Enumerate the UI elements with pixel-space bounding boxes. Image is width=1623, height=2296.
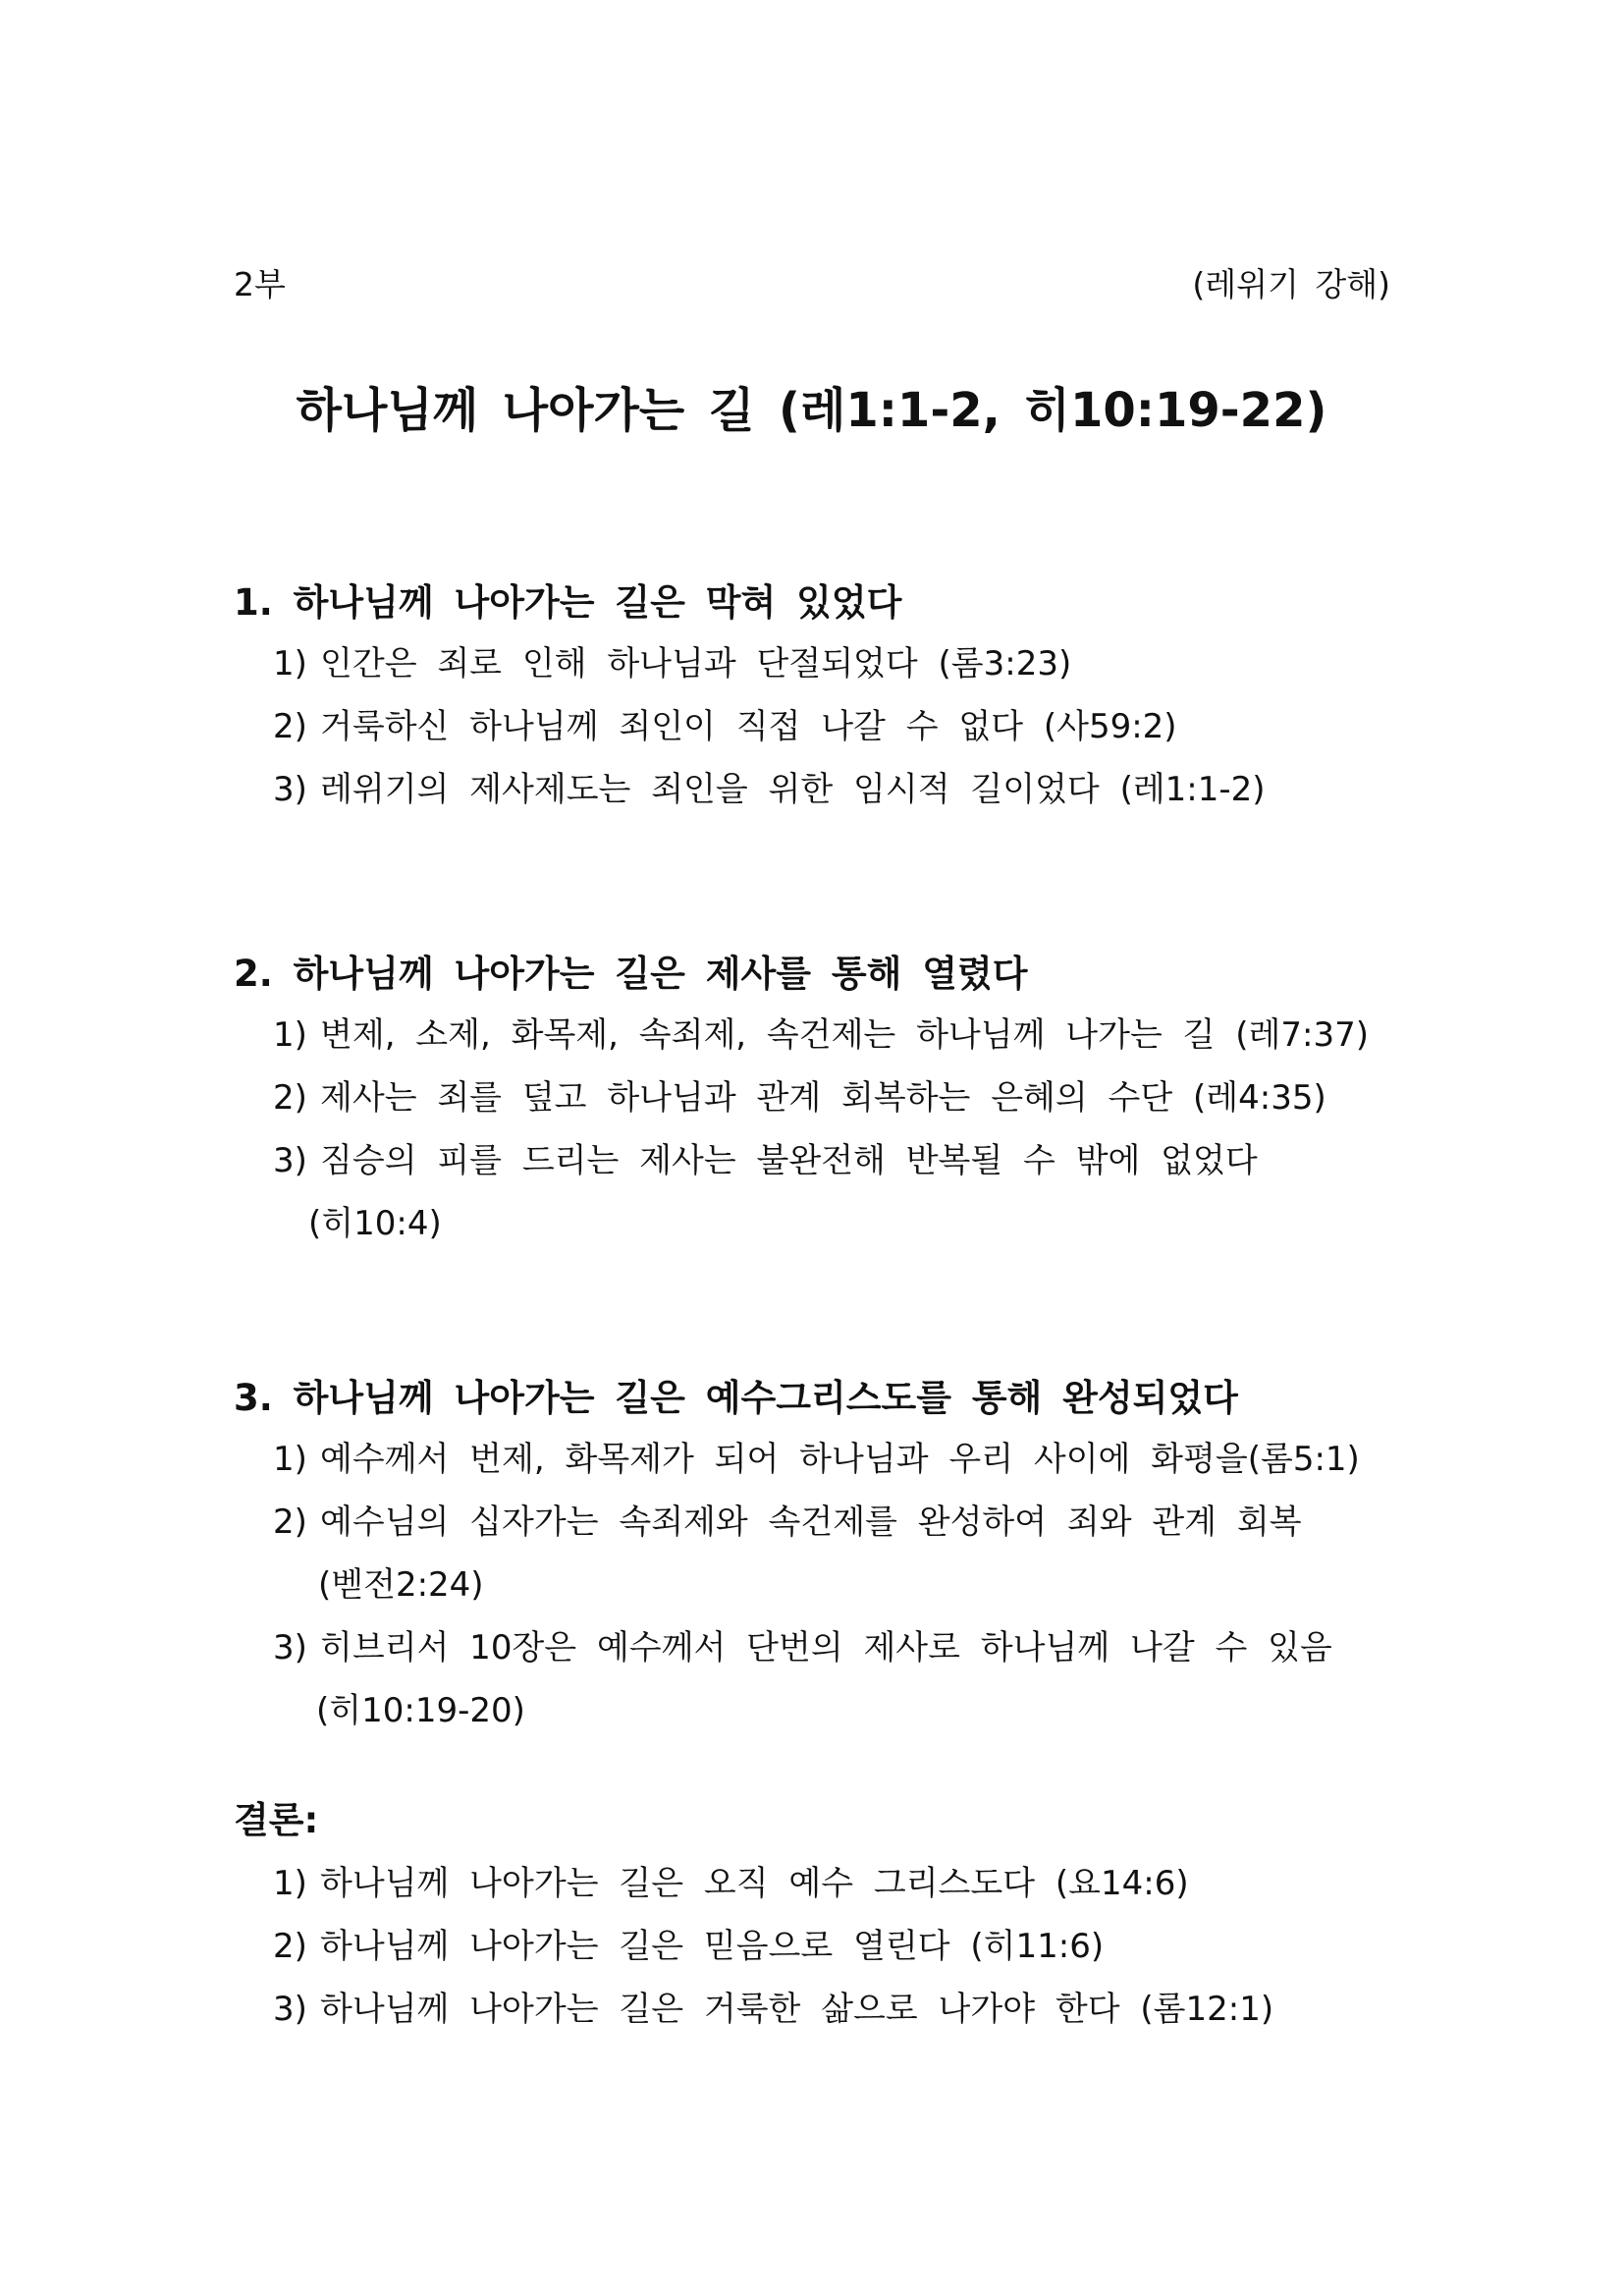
section-items (234, 1428, 1402, 1742)
item-number: 3) (273, 770, 307, 809)
item-text: 레위기의 제사제도는 죄인을 위한 임시적 길이었다 (레1:1-2) (320, 770, 1266, 809)
item-text: 히브리서 10장은 예수께서 단번의 제사로 하나님께 나갈 수 있음 (320, 1628, 1332, 1667)
section-2 (234, 951, 1402, 1255)
list-item (234, 1852, 1402, 1915)
item-text-continuation: (히10:4) (308, 1204, 442, 1243)
item-number: 2) (273, 1503, 307, 1542)
item-text: 예수께서 번제, 화목제가 되어 하나님과 우리 사이에 화평을(롬5:1) (320, 1440, 1360, 1479)
list-item (234, 632, 1402, 695)
section-3 (234, 1375, 1402, 1742)
section-heading: 3. 하나님께 나아가는 길은 예수그리스도를 통해 완성되었다 (234, 1377, 1238, 1419)
section-heading: 결론: (234, 1799, 319, 1841)
list-item (234, 1915, 1402, 1978)
item-text: 인간은 죄로 인해 하나님과 단절되었다 (롬3:23) (320, 644, 1072, 683)
list-item (234, 1428, 1402, 1491)
item-text: 짐승의 피를 드리는 제사는 불완전해 반복될 수 밖에 없었다 (320, 1141, 1258, 1180)
item-text: 제사는 죄를 덮고 하나님과 관계 회복하는 은혜의 수단 (레4:35) (320, 1078, 1326, 1118)
section-heading: 2. 하나님께 나아가는 길은 제사를 통해 열렸다 (234, 953, 1028, 995)
item-number: 2) (273, 1078, 307, 1118)
series-label: (레위기 강해) (1192, 265, 1390, 303)
item-number: 1) (273, 1864, 307, 1903)
part-label: 2부 (234, 265, 286, 303)
section-items (234, 1004, 1402, 1255)
document-title: 하나님께 나아가는 길 (레1:1-2, 히10:19-22) (296, 383, 1327, 438)
item-number: 3) (273, 1141, 307, 1180)
list-item (234, 1004, 1402, 1066)
conclusion-section (234, 1797, 1402, 2041)
list-item (234, 1616, 1402, 1742)
section-1 (234, 579, 1402, 821)
item-number: 2) (273, 707, 307, 746)
list-item (234, 758, 1402, 821)
item-text: 하나님께 나아가는 길은 오직 예수 그리스도다 (요14:6) (320, 1864, 1189, 1903)
item-text-continuation: (벧전2:24) (318, 1565, 484, 1605)
item-text: 변제, 소제, 화목제, 속죄제, 속건제는 하나님께 나가는 길 (레7:37) (320, 1015, 1369, 1055)
item-number: 2) (273, 1927, 307, 1966)
item-number: 1) (273, 1015, 307, 1055)
item-number: 3) (273, 1990, 307, 2029)
section-heading: 1. 하나님께 나아가는 길은 막혀 있었다 (234, 581, 902, 624)
section-items (234, 1852, 1402, 2041)
list-item (234, 1129, 1402, 1255)
list-item (234, 1978, 1402, 2041)
item-text: 거룩하신 하나님께 죄인이 직접 나갈 수 없다 (사59:2) (320, 707, 1177, 746)
item-text-continuation: (히10:19-20) (316, 1691, 525, 1730)
list-item (234, 1491, 1402, 1616)
item-text: 하나님께 나아가는 길은 믿음으로 열린다 (히11:6) (320, 1927, 1105, 1966)
item-text: 하나님께 나아가는 길은 거룩한 삶으로 나가야 한다 (롬12:1) (320, 1990, 1274, 2029)
item-number: 1) (273, 644, 307, 683)
list-item (234, 695, 1402, 758)
item-text: 예수님의 십자가는 속죄제와 속건제를 완성하여 죄와 관계 회복 (320, 1503, 1302, 1542)
item-number: 1) (273, 1440, 307, 1479)
item-number: 3) (273, 1628, 307, 1667)
list-item (234, 1066, 1402, 1129)
section-items (234, 632, 1402, 821)
